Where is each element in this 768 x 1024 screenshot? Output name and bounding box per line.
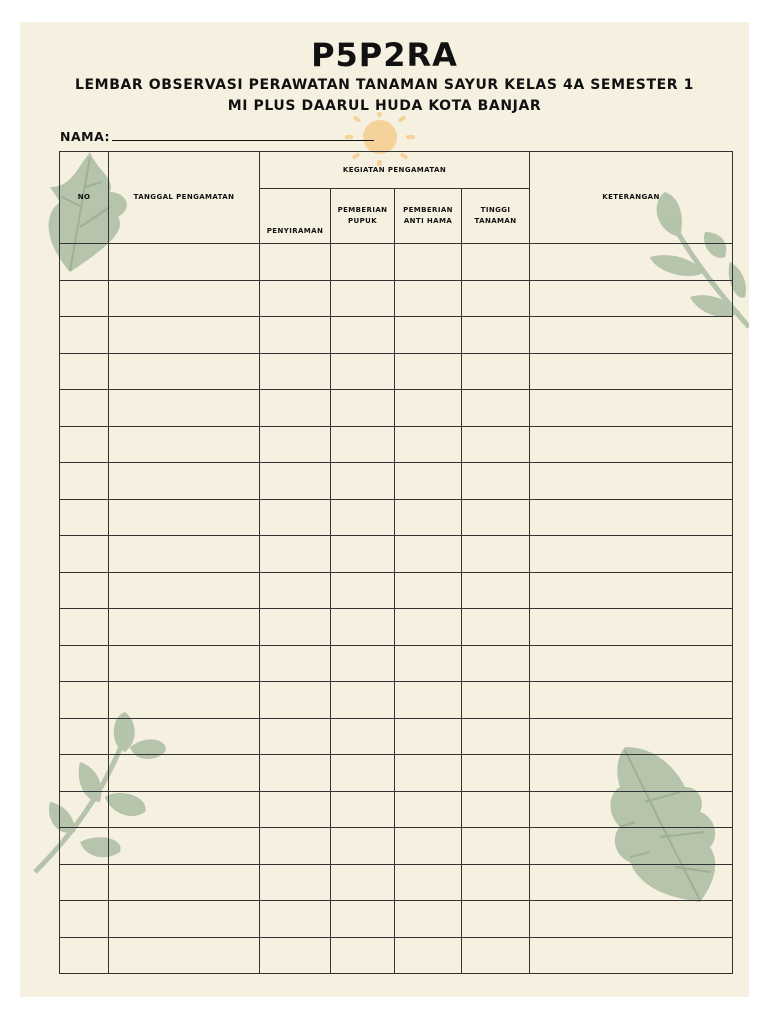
table-cell[interactable] [260,426,331,463]
table-cell[interactable] [260,718,331,755]
table-cell[interactable] [109,353,260,390]
table-cell[interactable] [331,463,395,500]
table-cell[interactable] [331,353,395,390]
table-cell[interactable] [109,609,260,646]
table-cell[interactable] [109,463,260,500]
table-cell[interactable] [109,499,260,536]
table-cell[interactable] [109,244,260,281]
table-cell[interactable] [331,536,395,573]
table-cell[interactable] [331,499,395,536]
table-cell[interactable] [109,280,260,317]
table-cell[interactable] [109,718,260,755]
table-cell[interactable] [109,901,260,938]
table-cell[interactable] [530,682,733,719]
name-field [60,128,374,144]
table-cell[interactable] [462,353,530,390]
table-cell[interactable] [109,390,260,427]
name-label: NAMA: [60,129,110,144]
page-title: P5P2RA [311,36,458,74]
table-cell[interactable] [331,682,395,719]
table-cell[interactable] [462,244,530,281]
table-cell[interactable] [530,645,733,682]
table-row [60,937,733,974]
table-cell[interactable] [60,828,109,865]
table-row [60,244,733,281]
table-cell[interactable] [530,280,733,317]
table-cell[interactable] [260,390,331,427]
table-row [60,426,733,463]
table-cell[interactable] [530,463,733,500]
table-cell[interactable] [331,426,395,463]
table-cell[interactable] [60,864,109,901]
table-cell[interactable] [395,755,462,792]
table-cell[interactable] [395,426,462,463]
header-kegiatan: KEGIATAN PENGAMATAN [260,152,530,189]
table-row [60,864,733,901]
table-cell[interactable] [462,572,530,609]
table-cell[interactable] [462,791,530,828]
table-cell[interactable] [462,755,530,792]
table-cell[interactable] [60,645,109,682]
table-cell[interactable] [331,937,395,974]
table-cell[interactable] [462,280,530,317]
table-cell[interactable] [462,499,530,536]
table-cell[interactable] [395,609,462,646]
table-cell[interactable] [395,718,462,755]
table-cell[interactable] [395,353,462,390]
table-cell[interactable] [395,682,462,719]
table-row [60,353,733,390]
table-cell[interactable] [395,390,462,427]
table-cell[interactable] [60,390,109,427]
table-cell[interactable] [462,645,530,682]
header-tanggal: TANGGAL PENGAMATAN [109,152,260,244]
table-cell[interactable] [331,828,395,865]
table-cell[interactable] [530,426,733,463]
table-cell[interactable] [109,791,260,828]
table-cell[interactable] [60,572,109,609]
name-blank-line[interactable] [112,128,374,141]
table-row [60,828,733,865]
table-row [60,280,733,317]
table-cell[interactable] [395,645,462,682]
table-cell[interactable] [260,572,331,609]
table-cell[interactable] [60,791,109,828]
table-cell[interactable] [331,791,395,828]
table-cell[interactable] [462,426,530,463]
table-cell[interactable] [60,901,109,938]
table-cell[interactable] [109,536,260,573]
table-cell[interactable] [395,901,462,938]
table-cell[interactable] [109,682,260,719]
table-row [60,463,733,500]
table-cell[interactable] [530,572,733,609]
table-row [60,390,733,427]
table-cell[interactable] [260,463,331,500]
table-cell[interactable] [260,828,331,865]
table-cell[interactable] [260,499,331,536]
table-cell[interactable] [462,609,530,646]
table-cell[interactable] [260,755,331,792]
table-row [60,682,733,719]
table-cell[interactable] [260,864,331,901]
table-cell[interactable] [462,864,530,901]
table-row [60,536,733,573]
table-cell[interactable] [109,572,260,609]
header-pemberian-anti-hama: PEMBERIAN ANTI HAMA [395,189,462,244]
table-cell[interactable] [260,645,331,682]
table-cell[interactable] [60,353,109,390]
table-cell[interactable] [530,244,733,281]
table-cell[interactable] [395,463,462,500]
table-cell[interactable] [530,755,733,792]
table-cell[interactable] [530,353,733,390]
table-cell[interactable] [462,901,530,938]
table-body [60,244,733,974]
table-cell[interactable] [109,937,260,974]
header-tinggi-tanaman: TINGGI TANAMAN [462,189,530,244]
header-penyiraman: PENYIRAMAN [260,189,331,244]
table-cell[interactable] [395,937,462,974]
table-cell[interactable] [109,828,260,865]
table-cell[interactable] [530,864,733,901]
table-cell[interactable] [530,536,733,573]
table-row [60,499,733,536]
table-cell[interactable] [530,317,733,354]
table-cell[interactable] [395,864,462,901]
table-cell[interactable] [395,828,462,865]
table-row [60,718,733,755]
table-cell[interactable] [60,463,109,500]
table-cell[interactable] [462,317,530,354]
table-cell[interactable] [260,682,331,719]
worksheet [20,22,749,997]
table-cell[interactable] [530,499,733,536]
table-row [60,791,733,828]
table-cell[interactable] [260,901,331,938]
school-name: MI PLUS DAARUL HUDA KOTA BANJAR [227,98,542,114]
table-cell[interactable] [260,937,331,974]
table-cell[interactable] [331,864,395,901]
table-cell[interactable] [260,244,331,281]
table-cell[interactable] [331,244,395,281]
table-cell[interactable] [331,645,395,682]
table-cell[interactable] [260,353,331,390]
table-cell[interactable] [60,682,109,719]
table-cell[interactable] [331,718,395,755]
table-cell[interactable] [60,317,109,354]
table-cell[interactable] [331,317,395,354]
table-cell[interactable] [60,499,109,536]
table-row [60,645,733,682]
table-cell[interactable] [60,280,109,317]
table-cell[interactable] [60,755,109,792]
table-cell[interactable] [395,244,462,281]
table-cell[interactable] [331,390,395,427]
table-cell[interactable] [462,828,530,865]
table-cell[interactable] [331,609,395,646]
table-row [60,755,733,792]
header-keterangan: KETERANGAN [530,152,733,244]
table-cell[interactable] [60,244,109,281]
table-cell[interactable] [260,317,331,354]
header-pemberian-pupuk: PEMBERIAN PUPUK [331,189,395,244]
observation-table [59,151,733,974]
table-row [60,901,733,938]
table-cell[interactable] [530,937,733,974]
table-cell[interactable] [530,609,733,646]
table-cell[interactable] [530,718,733,755]
table-cell[interactable] [462,937,530,974]
table-cell[interactable] [462,463,530,500]
table-cell[interactable] [60,937,109,974]
table-cell[interactable] [530,828,733,865]
table-cell[interactable] [395,499,462,536]
table-cell[interactable] [530,390,733,427]
table-row [60,572,733,609]
table-cell[interactable] [462,718,530,755]
table-cell[interactable] [462,390,530,427]
table-cell[interactable] [60,536,109,573]
table-cell[interactable] [462,536,530,573]
table-cell[interactable] [260,536,331,573]
table-cell[interactable] [109,755,260,792]
table-cell[interactable] [331,755,395,792]
table-cell[interactable] [60,426,109,463]
table-cell[interactable] [260,280,331,317]
table-cell[interactable] [395,280,462,317]
table-cell[interactable] [109,864,260,901]
table-row [60,609,733,646]
table-cell[interactable] [331,901,395,938]
table-cell[interactable] [331,572,395,609]
table-cell[interactable] [530,901,733,938]
page-subtitle: LEMBAR OBSERVASI PERAWATAN TANAMAN SAYUR KELAS 4A SEMESTER 1 [75,77,694,93]
header-no: NO [60,152,109,244]
table-row [60,317,733,354]
table-cell[interactable] [331,280,395,317]
table-cell[interactable] [530,791,733,828]
table-cell[interactable] [260,609,331,646]
table-cell[interactable] [395,317,462,354]
table-cell[interactable] [109,426,260,463]
table-cell[interactable] [260,791,331,828]
table-cell[interactable] [395,536,462,573]
table-cell[interactable] [60,718,109,755]
table-cell[interactable] [109,317,260,354]
table-cell[interactable] [109,645,260,682]
table-cell[interactable] [395,791,462,828]
table-cell[interactable] [462,682,530,719]
table-cell[interactable] [60,609,109,646]
table-cell[interactable] [395,572,462,609]
